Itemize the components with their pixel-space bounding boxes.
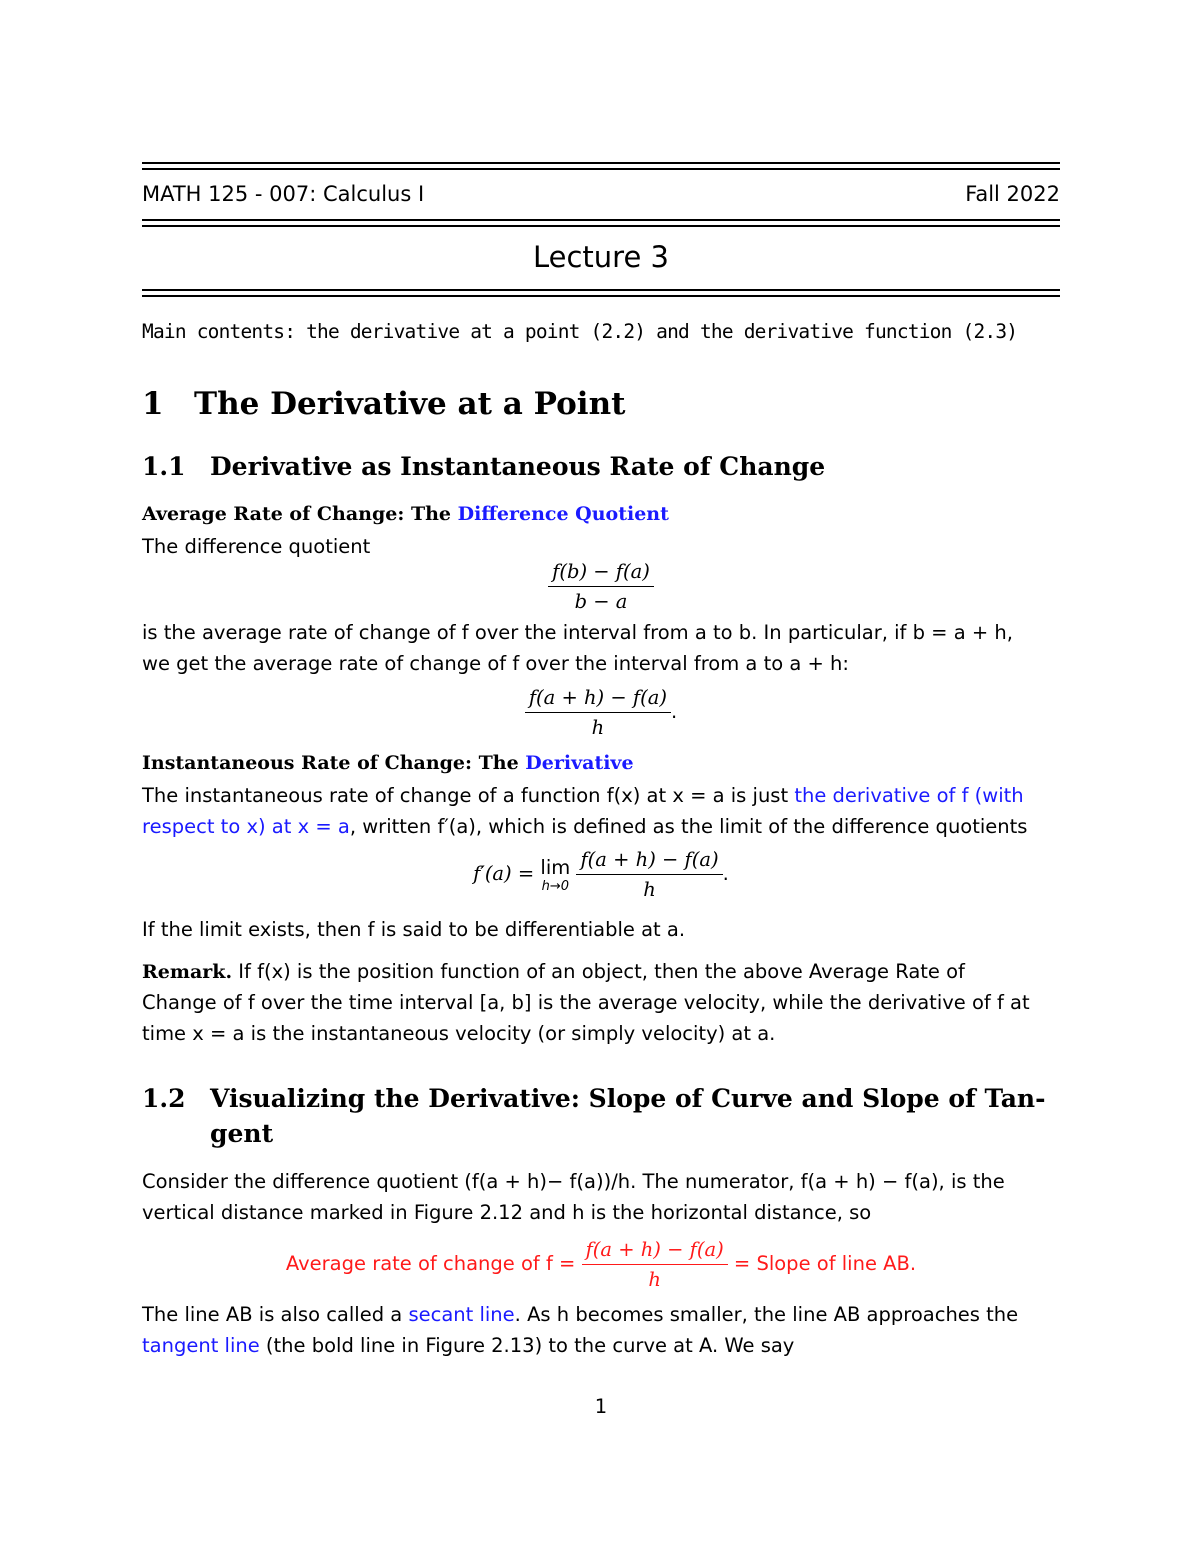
course-term: Fall 2022 bbox=[965, 182, 1060, 206]
avg-rate-heading-text: Average Rate of Change: The bbox=[142, 503, 458, 525]
limit-operator: lim bbox=[540, 855, 571, 879]
avg-rate-heading bbox=[142, 503, 669, 525]
header-mid-rule bbox=[142, 219, 1060, 221]
header-bottom-rule bbox=[142, 289, 1060, 291]
subsection-title: Derivative as Instantaneous Rate of Change bbox=[210, 452, 826, 481]
difference-quotient-formula bbox=[142, 560, 1060, 613]
section-heading bbox=[142, 386, 625, 422]
inst-rate-line2 bbox=[142, 811, 1027, 842]
header-top-rule bbox=[142, 162, 1060, 164]
formula-period: . bbox=[670, 700, 678, 723]
header-bottom-rule-2 bbox=[142, 295, 1060, 297]
subsection-number: 1.2 bbox=[142, 1084, 186, 1113]
formula-denominator: h bbox=[643, 878, 656, 901]
remark-text: If f(x) is the position function of an object, then the above Average Rate of bbox=[232, 960, 965, 983]
lecture-title: Lecture 3 bbox=[533, 240, 669, 274]
equation-rhs: = Slope of line AB. bbox=[733, 1252, 917, 1275]
formula-denominator: h bbox=[648, 1268, 661, 1291]
avg-rate-intro: The difference quotient bbox=[142, 535, 371, 558]
derivative-definition-link[interactable]: the derivative of f (with bbox=[794, 784, 1024, 807]
formula-denominator: b − a bbox=[574, 590, 628, 613]
inst-rate-line1-text: The instantaneous rate of change of a function f(x) at x = a is just bbox=[142, 784, 795, 807]
header-mid-rule-2 bbox=[142, 225, 1060, 227]
course-title: MATH 125 - 007: Calculus I bbox=[142, 182, 425, 206]
equation-lhs: Average rate of change of f = bbox=[285, 1252, 582, 1275]
subsection-title: Visualizing the Derivative: Slope of Curve and Slope of Tan- bbox=[210, 1084, 1046, 1113]
slope-equation bbox=[142, 1238, 1060, 1291]
formula-numerator: f(a + h) − f(a) bbox=[525, 686, 671, 713]
visual-line3-tail: . As h becomes smaller, the line AB approaches the bbox=[514, 1303, 1019, 1326]
inst-rate-line1 bbox=[142, 780, 1024, 811]
difference-quotient-h-formula bbox=[142, 686, 1060, 739]
derivative-limit-formula bbox=[142, 848, 1060, 901]
difference-quotient-link[interactable]: Difference Quotient bbox=[457, 503, 669, 525]
limit-subscript: h→0 bbox=[541, 878, 570, 894]
remark-line1 bbox=[142, 956, 1060, 988]
avg-rate-line2: we get the average rate of change of f over the interval from a to a + h: bbox=[142, 652, 849, 675]
derivative-definition-link-cont[interactable]: respect to x) at x = a bbox=[142, 815, 350, 838]
remark-line3: time x = a is the instantaneous velocity (or simply velocity) at a. bbox=[142, 1022, 776, 1045]
header-top-rule-2 bbox=[142, 168, 1060, 170]
visual-line4 bbox=[142, 1330, 794, 1361]
inst-rate-heading-text: Instantaneous Rate of Change: The bbox=[142, 752, 526, 774]
avg-rate-line1: is the average rate of change of f over the interval from a to b. In particular, if b = a + h, bbox=[142, 621, 1013, 644]
visual-line2: vertical distance marked in Figure 2.12 and h is the horizontal distance, so bbox=[142, 1201, 872, 1224]
visual-line4-text: (the bold line in Figure 2.13) to the curve at A. We say bbox=[259, 1334, 795, 1357]
page-number: 1 bbox=[594, 1395, 608, 1418]
derivative-link[interactable]: Derivative bbox=[525, 752, 634, 774]
visual-line1: Consider the difference quotient (f(a + h)− f(a))/h. The numerator, f(a + h) − f(a), is the bbox=[142, 1170, 1005, 1193]
formula-numerator: f(a + h) − f(a) bbox=[582, 1238, 728, 1265]
formula-numerator: f(a + h) − f(a) bbox=[576, 848, 722, 875]
visual-line3-text: The line AB is also called a bbox=[142, 1303, 409, 1326]
subsection-heading-1-1 bbox=[142, 452, 825, 481]
inst-rate-heading bbox=[142, 752, 634, 774]
remark-label: Remark. bbox=[142, 961, 233, 983]
differentiable-note: If the limit exists, then f is said to be differentiable at a. bbox=[142, 918, 686, 941]
inst-rate-line2-text: , written f′(a), which is defined as the limit of the difference quotients bbox=[349, 815, 1028, 838]
subsection-number: 1.1 bbox=[142, 452, 186, 481]
secant-line-link[interactable]: secant line bbox=[408, 1303, 515, 1326]
subsection-heading-1-2 bbox=[142, 1084, 1060, 1113]
formula-period: . bbox=[722, 862, 729, 885]
formula-numerator: f(b) − f(a) bbox=[548, 560, 654, 587]
visual-line3 bbox=[142, 1299, 1018, 1330]
main-contents: Main contents: the derivative at a point (2.2) and the derivative function (2.3) bbox=[142, 320, 1018, 343]
remark-line2: Change of f over the time interval [a, b] is the average velocity, while the derivative of f at bbox=[142, 991, 1030, 1014]
tangent-line-link[interactable]: tangent line bbox=[142, 1334, 260, 1357]
subsection-heading-1-2-cont: gent bbox=[210, 1119, 274, 1148]
formula-lhs: f′(a) = bbox=[473, 862, 541, 885]
section-title: The Derivative at a Point bbox=[194, 386, 626, 422]
formula-denominator: h bbox=[591, 716, 605, 739]
section-number: 1 bbox=[142, 386, 164, 422]
